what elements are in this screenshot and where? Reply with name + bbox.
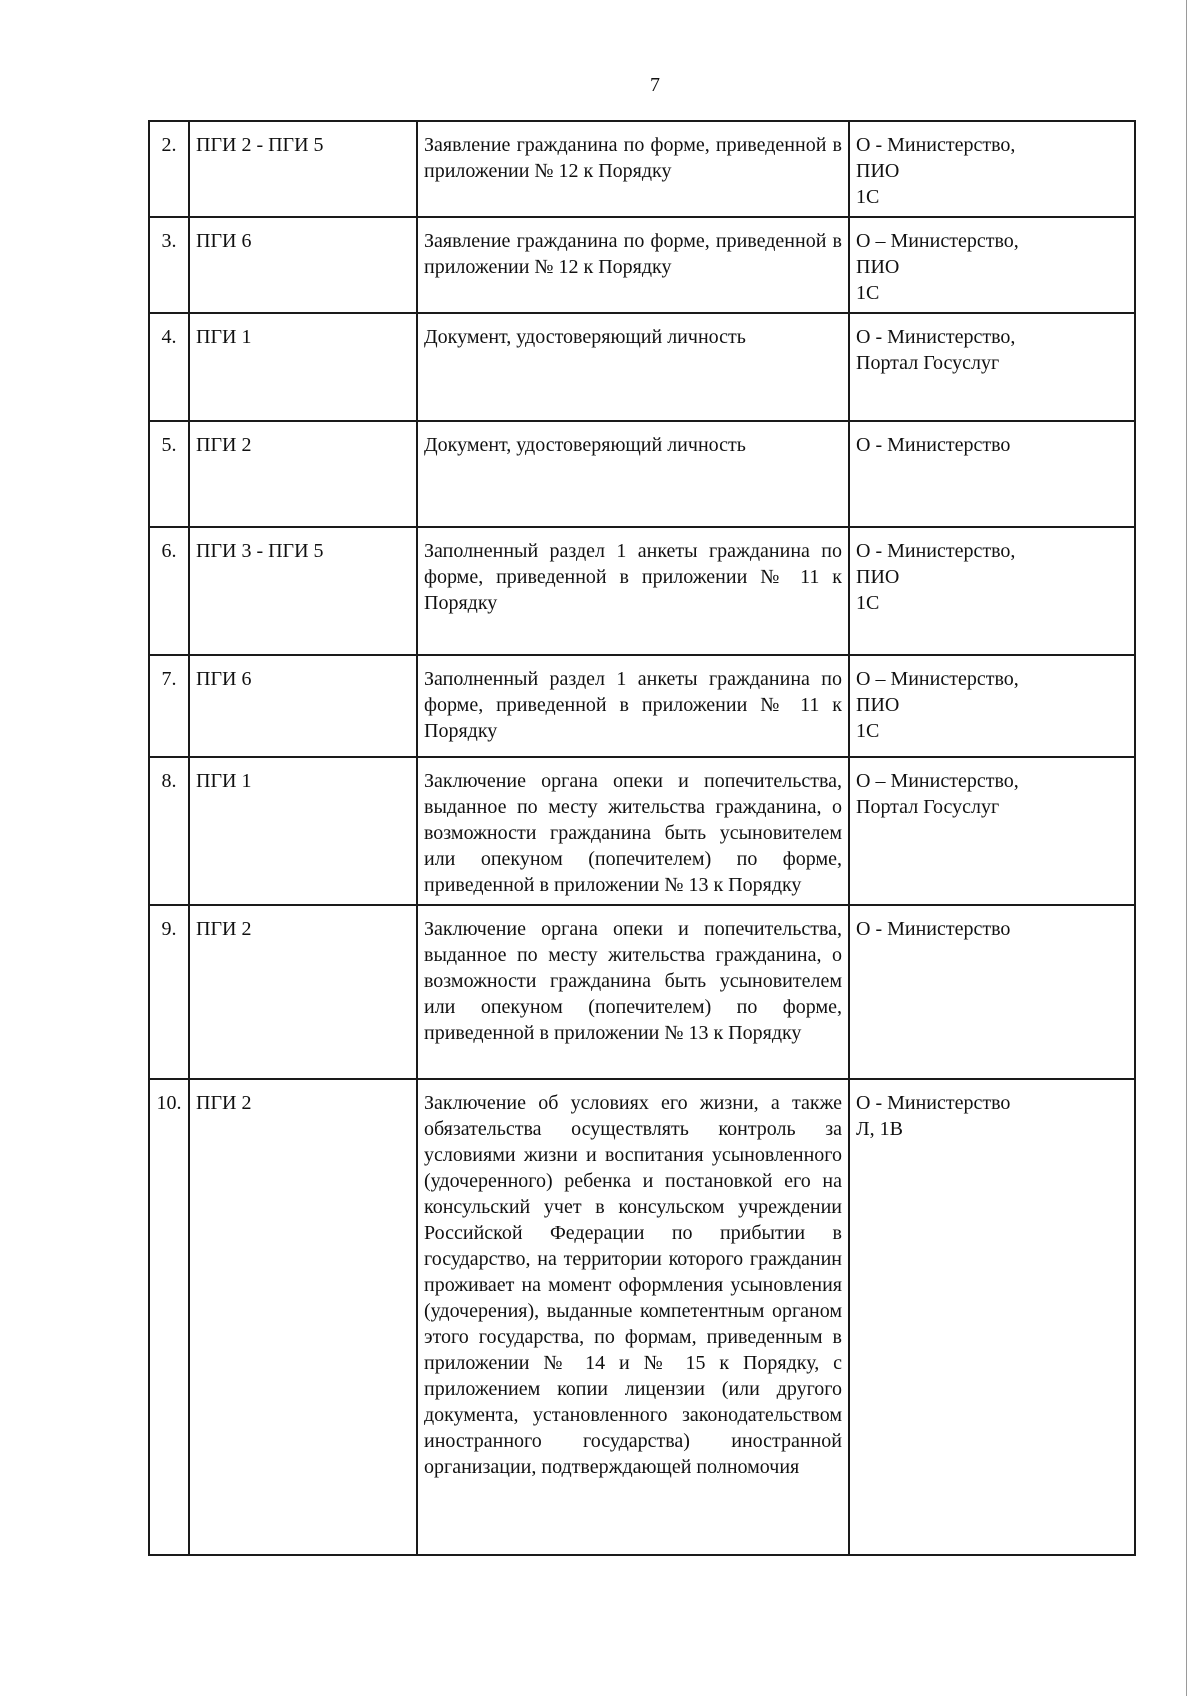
- source-line: Портал Госуслуг: [856, 796, 1000, 818]
- document-source: [849, 121, 1135, 217]
- row-number: 4.: [149, 313, 189, 421]
- table-row: [149, 757, 1135, 905]
- requirements-table: [148, 120, 1136, 1556]
- document-source: [849, 757, 1135, 905]
- source-line: О - Министерство,: [856, 540, 1016, 562]
- service-code: ПГИ 1: [189, 757, 417, 905]
- document-description: Заключение органа опеки и попечительства, выданное по месту жительства гражданина, о возможности гражданина быть усыновителем или опекуном (попечителем) по форме, приведенной в приложении № 13 к Порядку: [417, 905, 849, 1079]
- document-source: [849, 905, 1135, 1079]
- document-source: [849, 1079, 1135, 1555]
- row-number: 6.: [149, 527, 189, 655]
- source-line: О - Министерство: [856, 434, 1011, 456]
- source-line: О - Министерство: [856, 918, 1011, 940]
- table-row: [149, 905, 1135, 1079]
- source-line: О - Министерство: [856, 1092, 1011, 1114]
- source-line: О – Министерство,: [856, 230, 1019, 252]
- table-row: [149, 421, 1135, 527]
- source-line: О - Министерство,: [856, 134, 1016, 156]
- document-description: Заполненный раздел 1 анкеты гражданина по форме, приведенной в приложении № 11 к Порядку: [417, 527, 849, 655]
- requirements-table-wrapper: [148, 120, 1134, 1556]
- scan-edge-line: [1186, 0, 1187, 1696]
- service-code: ПГИ 2: [189, 1079, 417, 1555]
- document-source: [849, 421, 1135, 527]
- table-row: [149, 655, 1135, 757]
- document-source: [849, 655, 1135, 757]
- source-line: ПИО: [856, 694, 900, 716]
- source-line: О – Министерство,: [856, 770, 1019, 792]
- source-line: 1С: [856, 282, 880, 304]
- document-description: Документ, удостоверяющий личность: [417, 313, 849, 421]
- row-number: 5.: [149, 421, 189, 527]
- table-row: [149, 121, 1135, 217]
- service-code: ПГИ 1: [189, 313, 417, 421]
- document-source: [849, 313, 1135, 421]
- source-line: ПИО: [856, 566, 900, 588]
- document-description: Документ, удостоверяющий личность: [417, 421, 849, 527]
- service-code: ПГИ 2 - ПГИ 5: [189, 121, 417, 217]
- page-number: 7: [650, 74, 660, 96]
- table-row: [149, 1079, 1135, 1555]
- document-description: Заявление гражданина по форме, приведенной в приложении № 12 к Порядку: [417, 121, 849, 217]
- source-line: 1С: [856, 186, 880, 208]
- document-source: [849, 217, 1135, 313]
- source-line: 1С: [856, 720, 880, 742]
- source-line: ПИО: [856, 256, 900, 278]
- row-number: 10.: [149, 1079, 189, 1555]
- row-number: 2.: [149, 121, 189, 217]
- service-code: ПГИ 6: [189, 217, 417, 313]
- row-number: 7.: [149, 655, 189, 757]
- service-code: ПГИ 6: [189, 655, 417, 757]
- table-row: [149, 527, 1135, 655]
- service-code: ПГИ 2: [189, 905, 417, 1079]
- source-line: О - Министерство,: [856, 326, 1016, 348]
- document-description: Заключение органа опеки и попечительства, выданное по месту жительства гражданина, о возможности гражданина быть усыновителем или опекуном (попечителем) по форме, приведенной в приложении № 13 к Порядку: [417, 757, 849, 905]
- table-row: [149, 217, 1135, 313]
- row-number: 9.: [149, 905, 189, 1079]
- source-line: 1С: [856, 592, 880, 614]
- source-line: Портал Госуслуг: [856, 352, 1000, 374]
- table-row: [149, 313, 1135, 421]
- source-line: О – Министерство,: [856, 668, 1019, 690]
- document-description: Заявление гражданина по форме, приведенной в приложении № 12 к Порядку: [417, 217, 849, 313]
- row-number: 8.: [149, 757, 189, 905]
- document-description: Заполненный раздел 1 анкеты гражданина по форме, приведенной в приложении № 11 к Порядку: [417, 655, 849, 757]
- row-number: 3.: [149, 217, 189, 313]
- service-code: ПГИ 2: [189, 421, 417, 527]
- document-source: [849, 527, 1135, 655]
- service-code: ПГИ 3 - ПГИ 5: [189, 527, 417, 655]
- document-description: Заключение об условиях его жизни, а также обязательства осуществлять контроль за условиями жизни и воспитания усыновленного (удочеренного) ребенка и постановкой его на консульский учет в консульском учреждении Российской Федерации по прибытии в государство, на территории которого гражданин проживает на момент оформления усыновления (удочерения), выданные компетентным органом этого государства, по формам, приведенным в приложении № 14 и № 15 к Порядку, с приложением копии лицензии (или другого документа, установленного законодательством иностранного государства) иностранной организации, подтверждающей полномочия: [417, 1079, 849, 1555]
- source-line: Л, 1В: [856, 1118, 903, 1140]
- source-line: ПИО: [856, 160, 900, 182]
